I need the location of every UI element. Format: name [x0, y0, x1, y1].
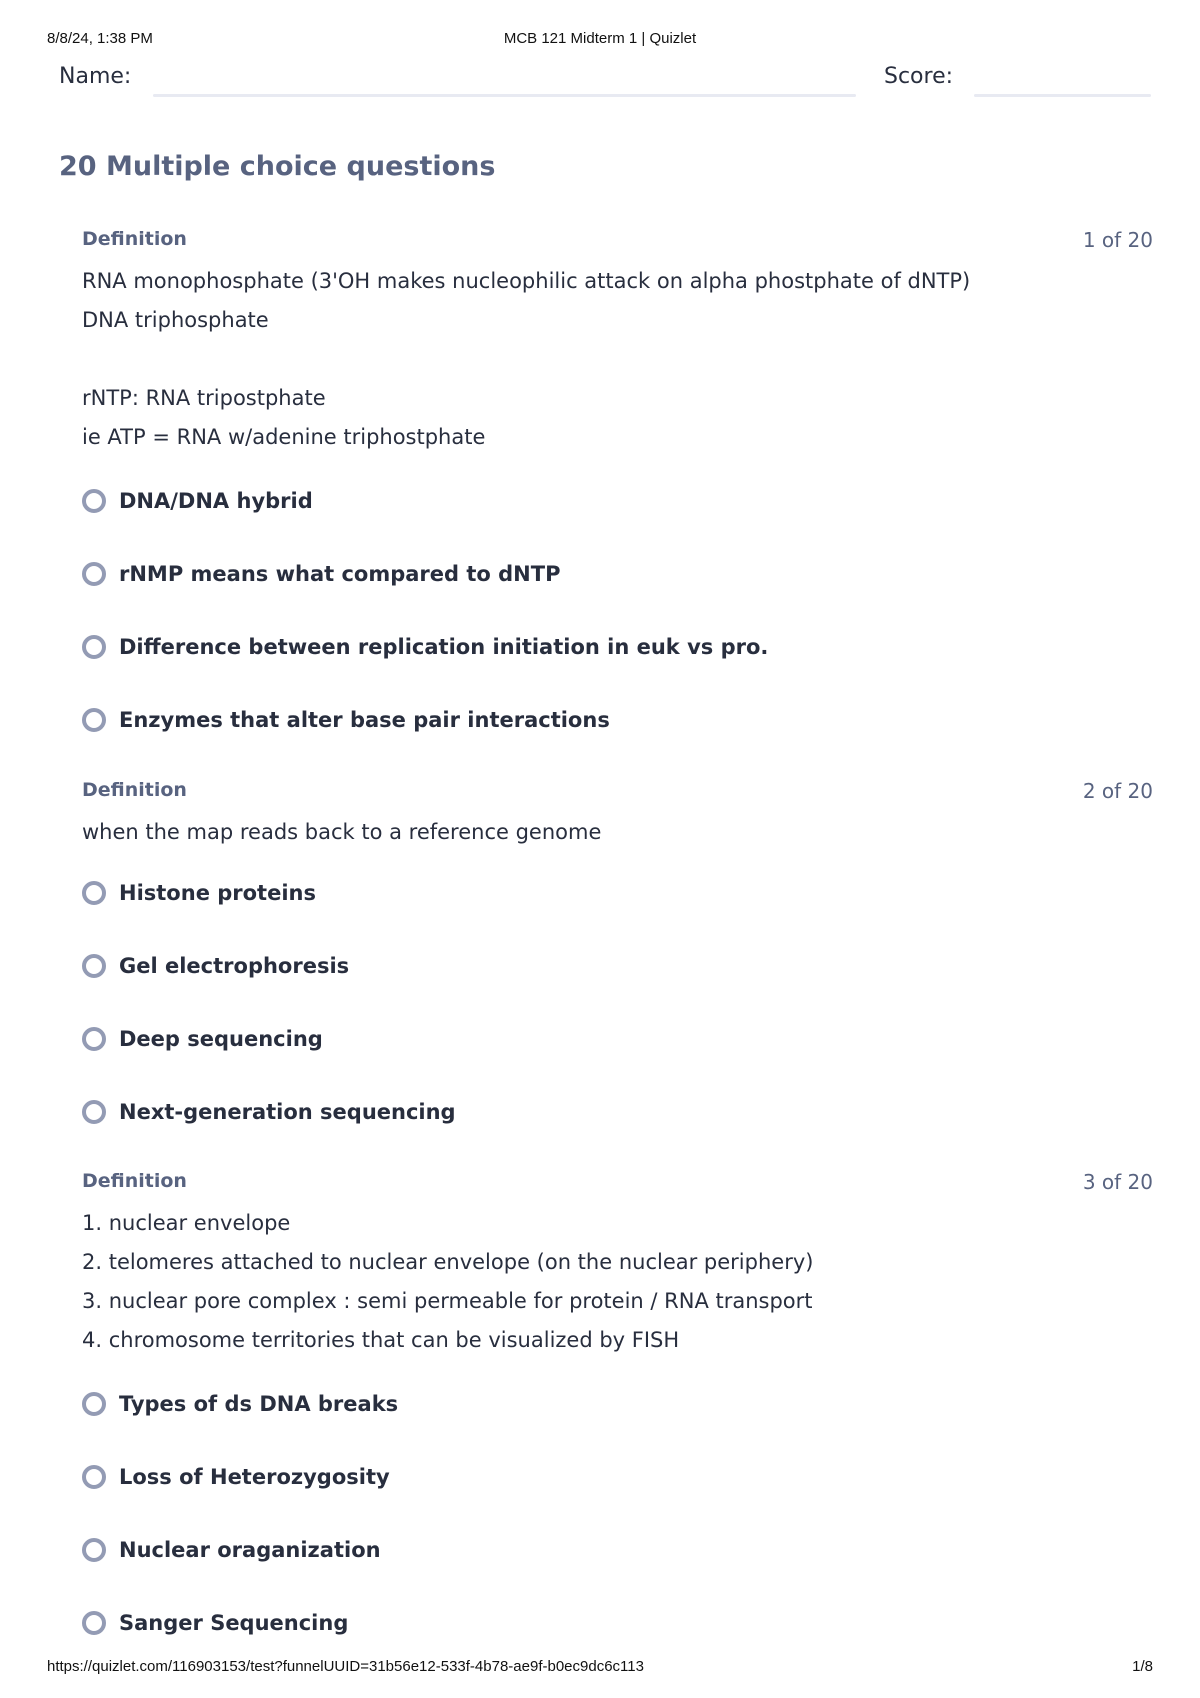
- answer-option-label: Nuclear oraganization: [119, 1538, 381, 1562]
- answer-option[interactable]: [82, 1389, 398, 1419]
- definition-text: [82, 262, 1153, 457]
- definition-line: 3. nuclear pore complex : semi permeable for protein / RNA transport: [82, 1289, 813, 1313]
- answer-option-label: Sanger Sequencing: [119, 1611, 349, 1635]
- definition-line: RNA monophosphate (3'OH makes nucleophilic attack on alpha phostphate of dNTP): [82, 269, 971, 293]
- question-counter: 3 of 20: [1082, 1170, 1153, 1194]
- question-1: [82, 228, 1153, 457]
- question-2: [82, 779, 1153, 852]
- definition-line: ie ATP = RNA w/adenine triphostphate: [82, 425, 486, 449]
- name-field[interactable]: [153, 94, 856, 97]
- definition-line: DNA triphosphate: [82, 308, 269, 332]
- section-title: 20 Multiple choice questions: [59, 151, 496, 182]
- answer-option[interactable]: [82, 1535, 381, 1565]
- radio-button-icon[interactable]: [82, 954, 106, 978]
- definition-label: Definition: [82, 1170, 187, 1192]
- definition-line: 2. telomeres attached to nuclear envelope (on the nuclear periphery): [82, 1250, 814, 1274]
- page-number: 1/8: [1132, 1658, 1153, 1675]
- answer-option-label: Next-generation sequencing: [119, 1100, 456, 1124]
- radio-button-icon[interactable]: [82, 489, 106, 513]
- print-header: [47, 30, 1153, 50]
- question-counter: 2 of 20: [1082, 779, 1153, 803]
- print-title: MCB 121 Midterm 1 | Quizlet: [503, 30, 697, 47]
- radio-button-icon[interactable]: [82, 635, 106, 659]
- question-3: [82, 1170, 1153, 1360]
- definition-text: [82, 813, 1153, 852]
- answer-option-label: Enzymes that alter base pair interactions: [119, 708, 610, 732]
- score-field[interactable]: [974, 94, 1151, 97]
- definition-text: [82, 1204, 1153, 1360]
- answer-option[interactable]: [82, 559, 560, 589]
- question-counter: 1 of 20: [1082, 228, 1153, 252]
- definition-label: Definition: [82, 779, 187, 801]
- definition-line: rNTP: RNA tripostphate: [82, 386, 326, 410]
- answer-option-label: rNMP means what compared to dNTP: [119, 562, 561, 586]
- radio-button-icon[interactable]: [82, 1100, 106, 1124]
- print-date: 8/8/24, 1:38 PM: [47, 30, 153, 47]
- answer-option-label: Loss of Heterozygosity: [119, 1465, 390, 1489]
- answer-option[interactable]: [82, 1097, 456, 1127]
- radio-button-icon[interactable]: [82, 1392, 106, 1416]
- answer-option[interactable]: [82, 632, 768, 662]
- answer-option[interactable]: [82, 1024, 323, 1054]
- answer-option[interactable]: [82, 878, 316, 908]
- radio-button-icon[interactable]: [82, 708, 106, 732]
- radio-button-icon[interactable]: [82, 1538, 106, 1562]
- answer-option-label: Gel electrophoresis: [119, 954, 350, 978]
- score-label: Score:: [884, 64, 954, 89]
- answer-option-label: Deep sequencing: [119, 1027, 323, 1051]
- definition-line: 4. chromosome territories that can be visualized by FISH: [82, 1328, 680, 1352]
- answer-option[interactable]: [82, 705, 610, 735]
- radio-button-icon[interactable]: [82, 1027, 106, 1051]
- radio-button-icon[interactable]: [82, 1611, 106, 1635]
- answer-option[interactable]: [82, 486, 313, 516]
- print-footer: [47, 1658, 1153, 1678]
- definition-line: [82, 340, 1153, 379]
- name-label: Name:: [59, 64, 132, 89]
- print-url: https://quizlet.com/116903153/test?funnelUUID=31b56e12-533f-4b78-ae9f-b0ec9dc6c113: [47, 1658, 644, 1675]
- answer-option-label: DNA/DNA hybrid: [119, 489, 313, 513]
- answer-option-label: Difference between replication initiation in euk vs pro.: [119, 635, 769, 659]
- name-score-row: [59, 64, 1153, 100]
- answer-option[interactable]: [82, 1608, 348, 1638]
- answer-option[interactable]: [82, 1462, 390, 1492]
- definition-line: 1. nuclear envelope: [82, 1211, 291, 1235]
- answer-option-label: Histone proteins: [119, 881, 316, 905]
- answer-option-label: Types of ds DNA breaks: [119, 1392, 399, 1416]
- definition-label: Definition: [82, 228, 187, 250]
- radio-button-icon[interactable]: [82, 881, 106, 905]
- answer-option[interactable]: [82, 951, 349, 981]
- radio-button-icon[interactable]: [82, 562, 106, 586]
- radio-button-icon[interactable]: [82, 1465, 106, 1489]
- definition-line: when the map reads back to a reference genome: [82, 820, 602, 844]
